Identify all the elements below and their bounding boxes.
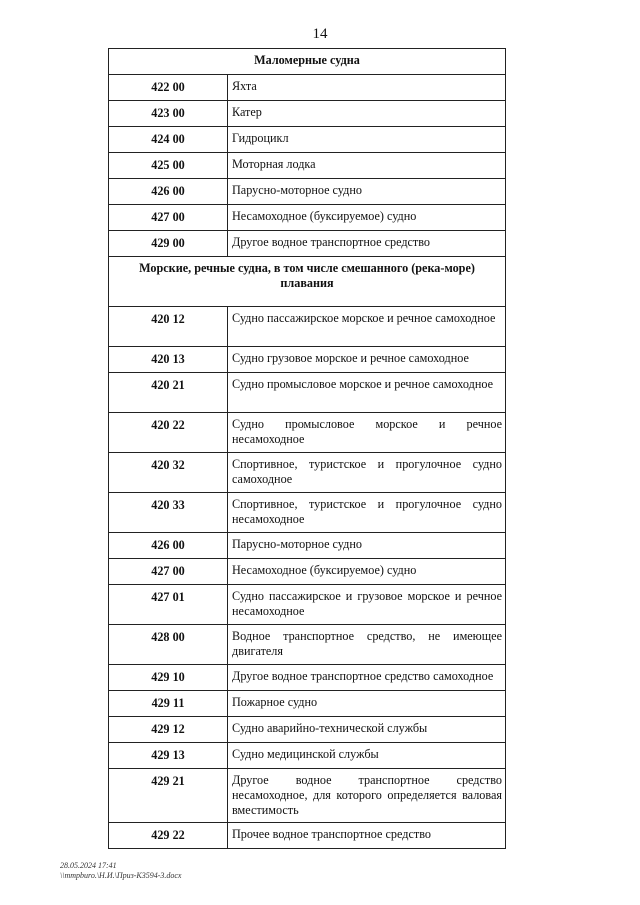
vessel-code: 427 00 [109,559,228,585]
table-row [109,625,506,665]
vessel-code: 420 32 [109,453,228,493]
footer-date: 28.05.2024 17:41 [60,861,117,870]
table-row [109,691,506,717]
vessel-type-name: Спортивное, туристское и прогулочное судно самоходное [228,453,506,493]
table-row [109,823,506,849]
vessel-code: 420 33 [109,493,228,533]
vessel-type-name: Несамоходное (буксируемое) судно [228,559,506,585]
vessel-type-name: Яхта [228,75,506,101]
vessel-type-name: Судно медицинской службы [228,743,506,769]
vessel-type-name: Судно грузовое морское и речное самоходное [228,347,506,373]
table-row [109,665,506,691]
vessel-type-name: Судно аварийно-технической службы [228,717,506,743]
vessel-code: 426 00 [109,533,228,559]
table-row [109,717,506,743]
vessel-code: 423 00 [109,101,228,127]
vessel-type-name: Судно промысловое морское и речное несамоходное [228,413,506,453]
vessel-code: 422 00 [109,75,228,101]
table-row [109,373,506,413]
vessel-code: 429 00 [109,231,228,257]
vessel-code: 429 10 [109,665,228,691]
table-row [109,347,506,373]
table-row [109,127,506,153]
vessel-code: 424 00 [109,127,228,153]
vessel-code: 429 21 [109,769,228,823]
table-row [109,493,506,533]
vessel-type-name: Судно промысловое морское и речное самоходное [228,373,506,413]
vessel-type-name: Парусно-моторное судно [228,533,506,559]
vessel-type-name: Пожарное судно [228,691,506,717]
section-title: Морские, речные судна, в том числе смешанного (река-море) плавания [109,257,506,307]
vessel-code: 427 01 [109,585,228,625]
vessel-code: 420 22 [109,413,228,453]
vessel-code: 425 00 [109,153,228,179]
vessel-type-name: Моторная лодка [228,153,506,179]
vessel-code: 428 00 [109,625,228,665]
vessel-code: 426 00 [109,179,228,205]
vessel-type-name: Спортивное, туристское и прогулочное судно несамоходное [228,493,506,533]
vessel-type-name: Другое водное транспортное средство [228,231,506,257]
vessel-code: 429 11 [109,691,228,717]
vessel-type-name: Гидроцикл [228,127,506,153]
vessel-code: 420 13 [109,347,228,373]
vessel-code: 420 21 [109,373,228,413]
vessel-type-name: Другое водное транспортное средство самоходное [228,665,506,691]
vessel-type-name: Несамоходное (буксируемое) судно [228,205,506,231]
vessel-type-name: Судно пассажирское морское и речное самоходное [228,307,506,347]
table-row [109,75,506,101]
vessel-code: 420 12 [109,307,228,347]
vessel-type-name: Другое водное транспортное средство несамоходное, для которого определяется валовая вместимость [228,769,506,823]
table-row [109,101,506,127]
page-number: 14 [312,26,328,42]
table-row [109,153,506,179]
section-header-row [109,49,506,75]
vessel-type-name: Катер [228,101,506,127]
document-footer [60,861,181,881]
section-title: Маломерные судна [109,49,506,75]
vessel-type-name: Судно пассажирское и грузовое морское и речное несамоходное [228,585,506,625]
vessel-type-name: Прочее водное транспортное средство [228,823,506,849]
table-row [109,559,506,585]
vessel-code-table [108,48,506,849]
section-header-row [109,257,506,307]
vessel-code-table-body [109,49,506,849]
table-row [109,585,506,625]
table-row [109,179,506,205]
vessel-code: 429 12 [109,717,228,743]
vessel-code: 427 00 [109,205,228,231]
footer-file-path: \\mmpburo.\Н.И.\Приз-К3594-3.docx [60,871,182,880]
table-row [109,413,506,453]
table-row [109,205,506,231]
vessel-type-name: Водное транспортное средство, не имеющее двигателя [228,625,506,665]
table-row [109,231,506,257]
table-row [109,533,506,559]
vessel-code: 429 22 [109,823,228,849]
vessel-type-name: Парусно-моторное судно [228,179,506,205]
table-row [109,769,506,823]
table-row [109,453,506,493]
vessel-code: 429 13 [109,743,228,769]
table-row [109,307,506,347]
table-row [109,743,506,769]
